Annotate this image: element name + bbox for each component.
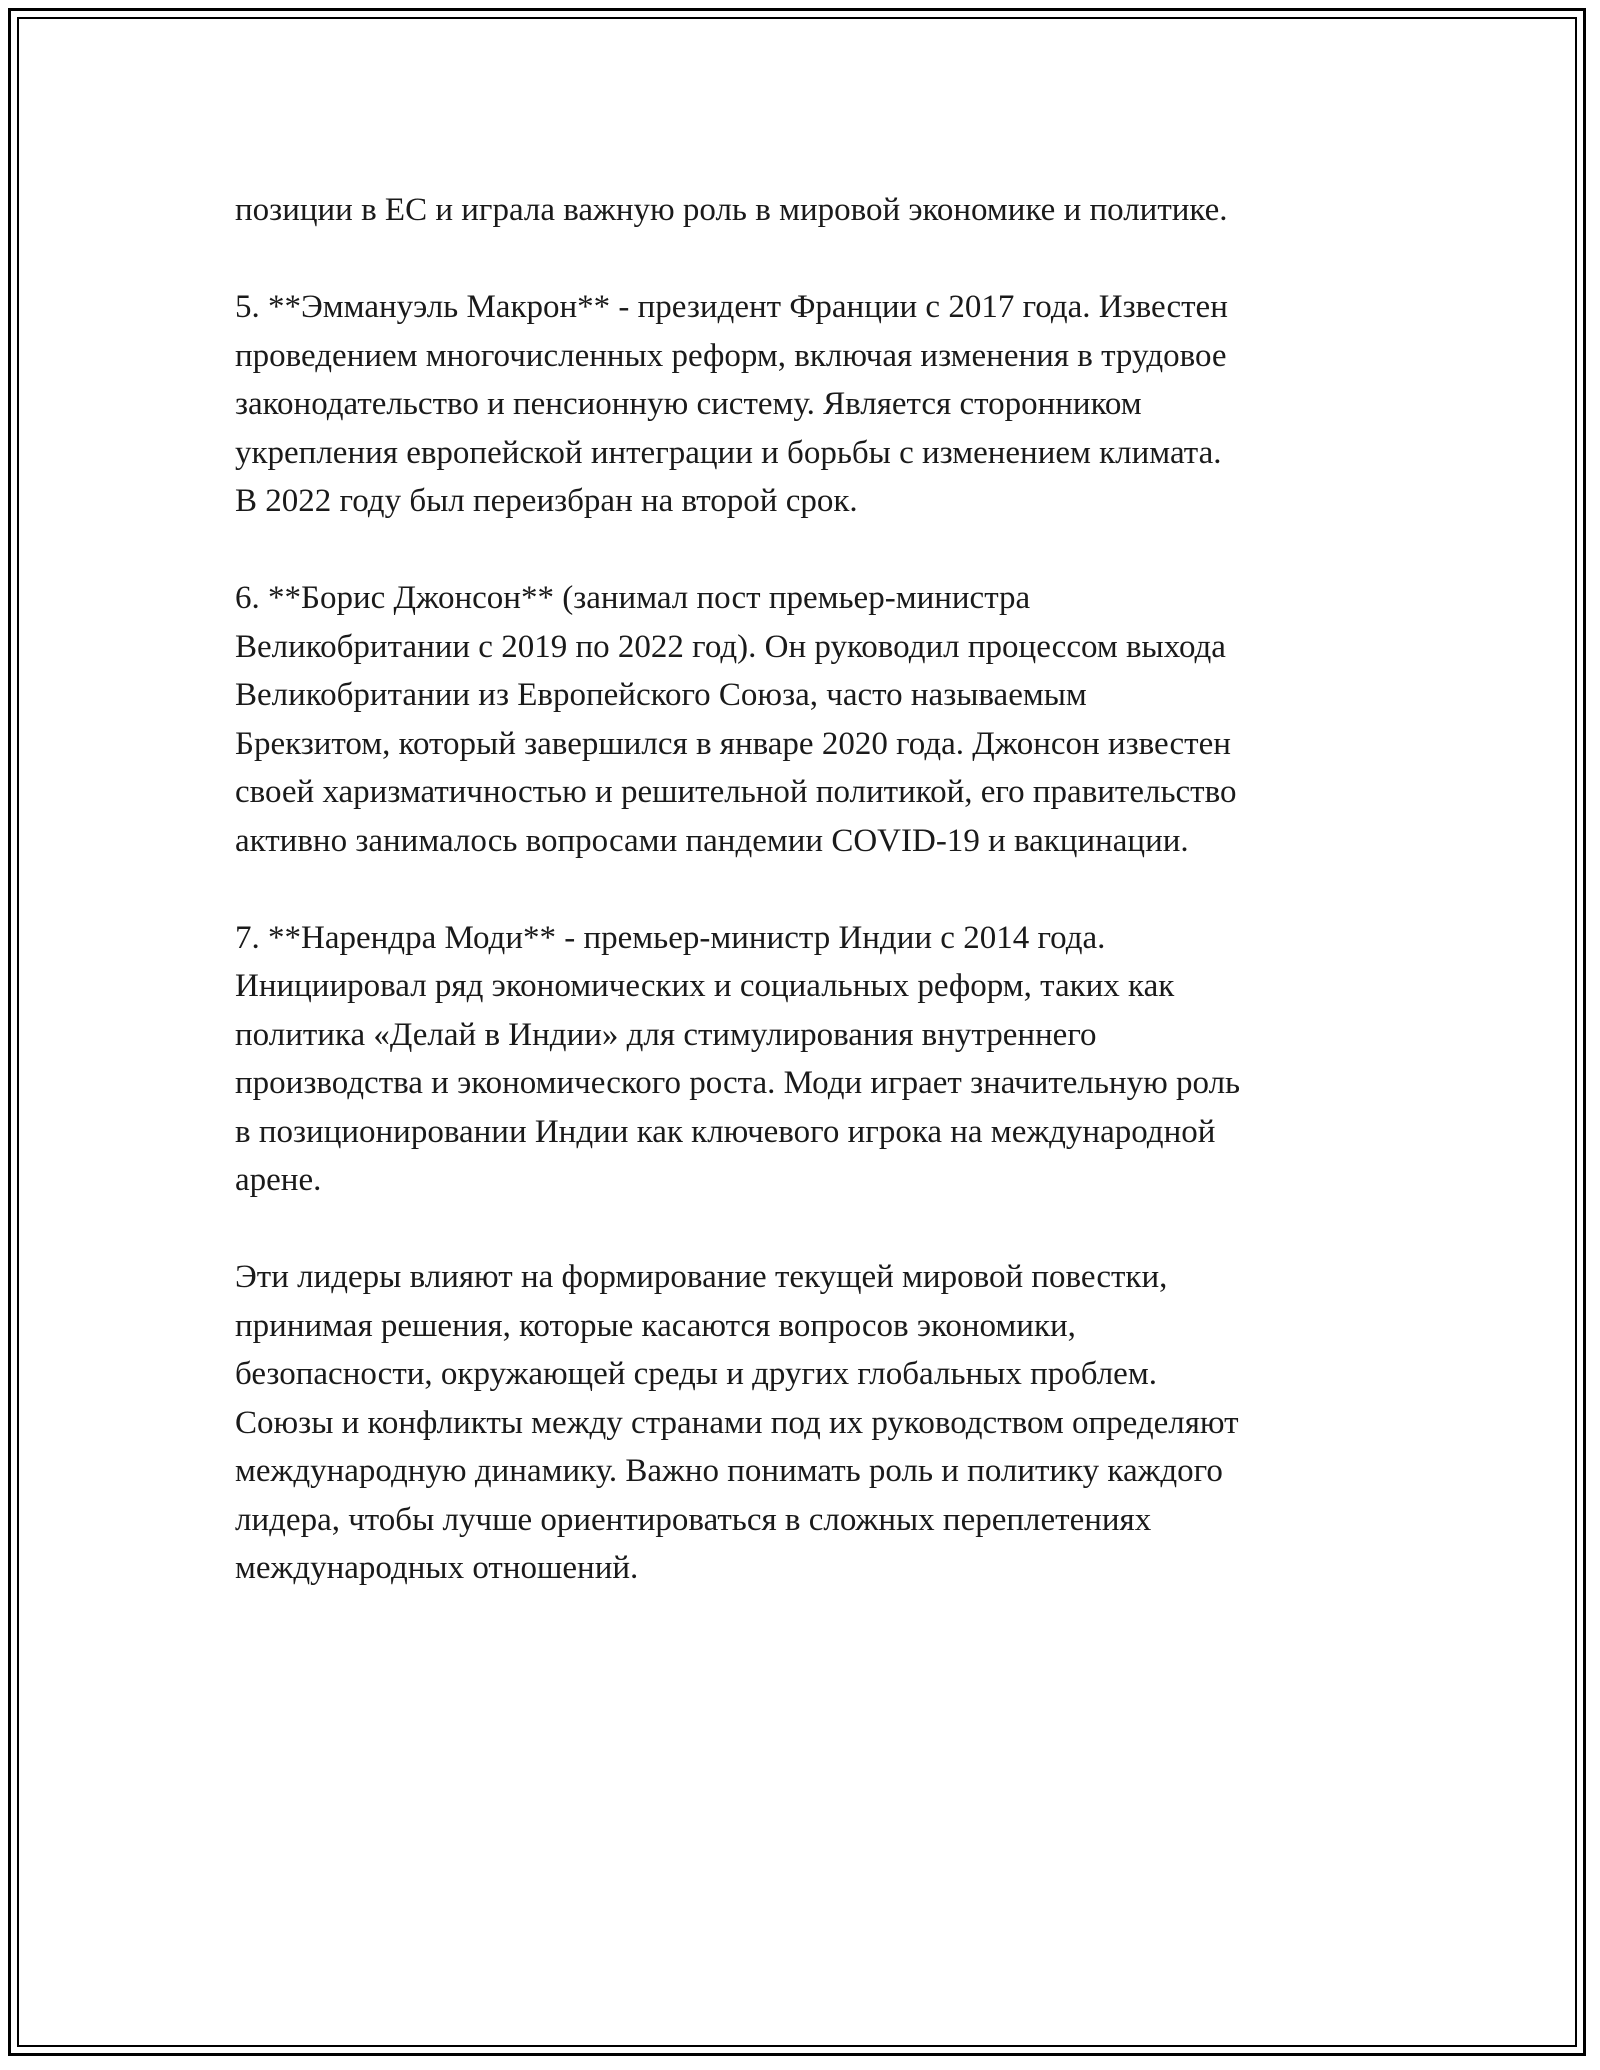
text-line: принимая решения, которые касаются вопросов экономики,: [235, 1307, 1076, 1344]
document-body: [235, 186, 1405, 1641]
text-line: Брекзитом, который завершился в январе 2020 года. Джонсон известен: [235, 725, 1231, 762]
text-line: укрепления европейской интеграции и борьбы с изменением климата.: [235, 434, 1222, 471]
text-line: Инициировал ряд экономических и социальных реформ, таких как: [235, 968, 1175, 1004]
text-line: политика «Делай в Индии» для стимулирования внутреннего: [235, 1016, 1097, 1053]
text-line: 7. **Нарендра Моди** - премьер-министр Индии с 2014 года.: [235, 919, 1106, 956]
text-line: активно занималось вопросами пандемии COVID-19 и вакцинации.: [235, 822, 1189, 859]
text-line: Союзы и конфликты между странами под их руководством определяют: [235, 1404, 1239, 1441]
paragraph-conclusion: [235, 1253, 1405, 1593]
text-line: В 2022 году был переизбран на второй срок.: [235, 483, 858, 519]
text-line: арене.: [235, 1162, 322, 1198]
text-line: Великобритании из Европейского Союза, часто называемым: [235, 677, 1087, 713]
text-line: в позиционировании Индии как ключевого игрока на международной: [235, 1113, 1216, 1150]
text-line: международную динамику. Важно понимать роль и политику каждого: [235, 1453, 1223, 1489]
text-line: производства и экономического роста. Моди играет значительную роль: [235, 1065, 1241, 1101]
text-line: проведением многочисленных реформ, включая изменения в трудовое: [235, 337, 1227, 374]
text-line: Эти лидеры влияют на формирование текущей мировой повестки,: [235, 1259, 1168, 1295]
text-line: безопасности, окружающей среды и других глобальных проблем.: [235, 1356, 1157, 1392]
text-line: лидера, чтобы лучше ориентироваться в сложных переплетениях: [235, 1501, 1152, 1538]
text-line: 5. **Эммануэль Макрон** - президент Франции с 2017 года. Известен: [235, 289, 1228, 325]
text-line: 6. **Борис Джонсон** (занимал пост премьер-министра: [235, 580, 1031, 616]
paragraph-johnson: [235, 574, 1405, 865]
text-line: законодательство и пенсионную систему. Является сторонником: [235, 386, 1142, 422]
text-line: своей харизматичностью и решительной политикой, его правительство: [235, 774, 1237, 810]
paragraph-eu-position: [235, 186, 1405, 235]
text-line: международных отношений.: [235, 1550, 639, 1586]
paragraph-macron: [235, 283, 1405, 526]
text-line: Великобритании с 2019 по 2022 год). Он руководил процессом выхода: [235, 628, 1226, 665]
paragraph-modi: [235, 914, 1405, 1205]
text-line: позиции в ЕС и играла важную роль в мировой экономике и политике.: [235, 192, 1228, 228]
